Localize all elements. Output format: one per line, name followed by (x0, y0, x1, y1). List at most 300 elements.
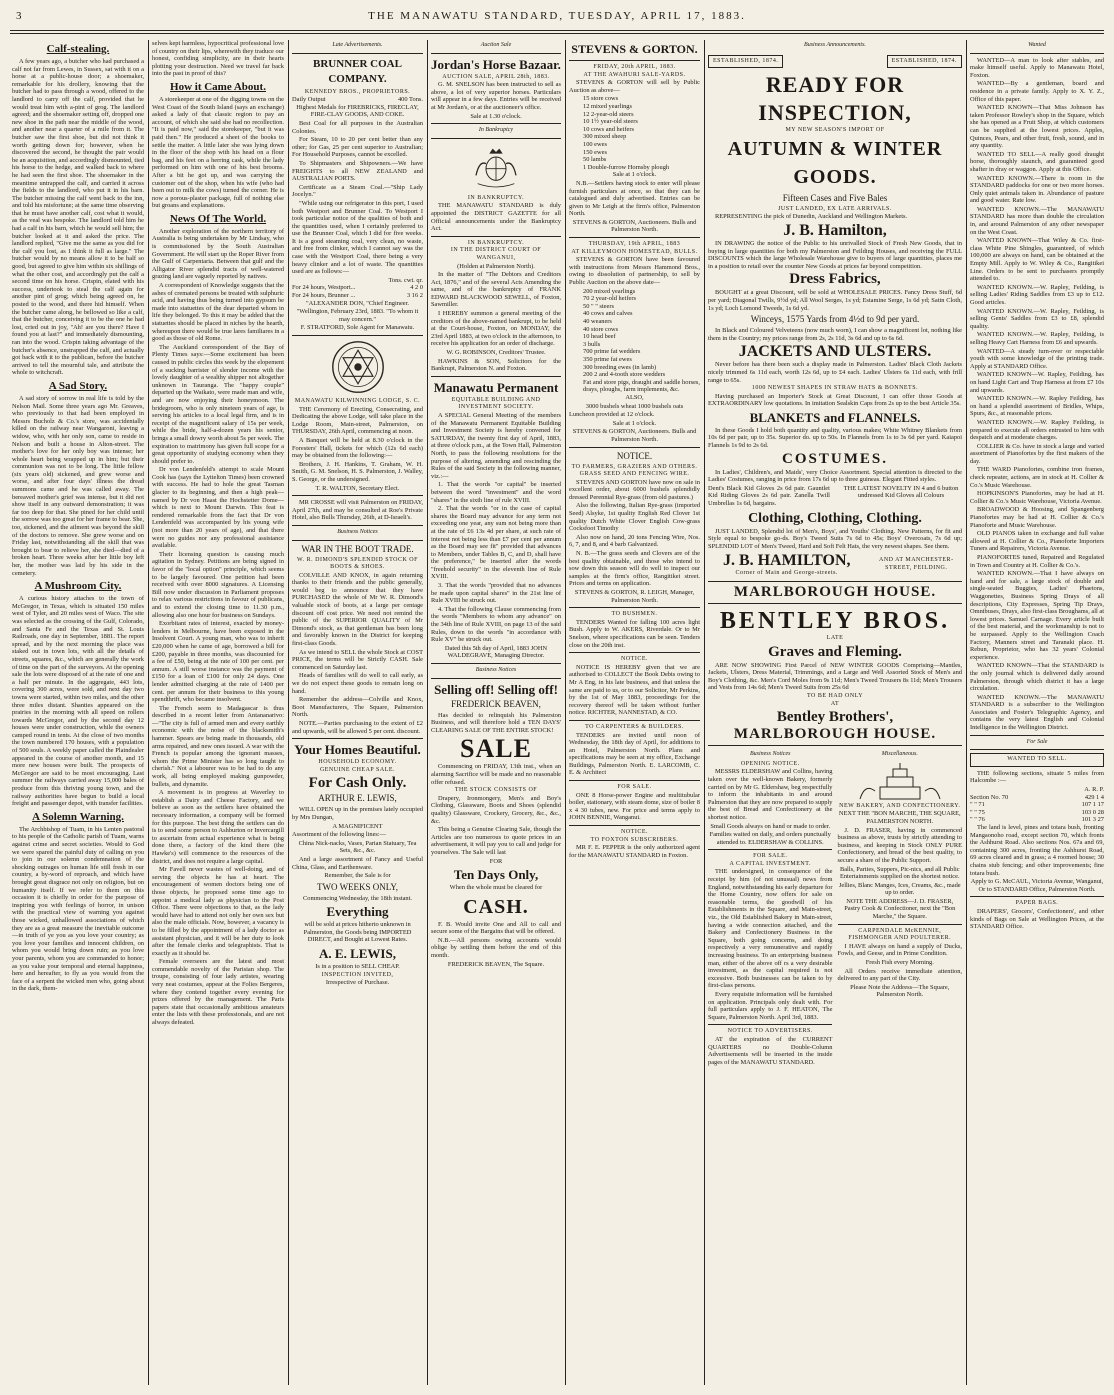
wanted-ad: WANTED KNOWN.—The MANAWATU STANDARD is a subscriber to the Wellington Associates and Foster's Telegraphic Agency, and contains the very latest English and Colonial Intelligence in the Wellington District. (970, 693, 1104, 732)
ad-heading-jackets: JACKETS AND ULSTERS. (738, 343, 932, 361)
wanted-ad: WANTED KNOWN.—W. Rapley, Feilding, is selling Heavy Cart Harness from £6 and upwards. (970, 331, 1104, 346)
ad-heading-new-bakery: NEW BAKERY, AND CONFECTIONERY. (839, 802, 961, 809)
column-6 (708, 40, 962, 1385)
ad-text: When the whole must be cleared for (449, 884, 543, 892)
sections-table (970, 786, 1104, 824)
ad-subheading: GENUINE CHEAP SALE. (319, 766, 396, 773)
ad-heading-for-sale: FOR SALE. (753, 853, 788, 860)
article-paragraph: The Auckland correspondent of the Bay of Plenty Times says:—Some excitement has been caused in public circles this week by the elopement of a sucking barrister of slender income with the lovely daughter of a wealthy shipper not altogether unknown in Tauranga. The "happy couple" departed up the Waikato, were made man and wife, and are now enjoying their honeymoon. The bridegroom, who is only nineteen years of age, is serving his articles to a local legal firm, and is in receipt of the magnificent salary of 15s per week, while the bride, half-a-dozen years his senior, brings a small dowry worth about 5s per week. The expiration to matrimony has given full scope for a great opportunity of studying economy when they should prefer to. (152, 343, 284, 465)
ad-text: ONE 8 Horse-power Engine and multitubular boiler, stationary, with steam dome, size of boiler 8 x 4 30 tubes, new. For price and terms apply to JOHN BENNIE, Wanganui. (569, 791, 700, 822)
tons-header-label: Tons. cwt. qr. (388, 276, 423, 284)
ad-heading-bankruptcy: IN BANKRUPTCY. (467, 239, 525, 246)
section-label: Business Announcements. (804, 42, 866, 48)
ad-text: THE undersigned, in consequence of the receipt by him (of not unusual) news from England, notwithstanding his early departure for the Home Country, now offers for sale on reasonable terms, the goodwill of his Establishments in the Square, and Main-street, viz., the Old Established Bakery in Main-street, having a wide connection attached, and the Bakery and Confectionery Business in the Square, both going concerns, and doing respectively a very remunerative and rapidly increasing business. To an enterprising business man, either of the above off rs a very desirable investment, as the capital required is not excessive. Both businesses can be taken to by first-class persons. (708, 868, 833, 990)
wanted-ad: WANTED—By a gentleman, board and residence in a private family. Apply to X. Y. Z., Office of this paper. (970, 80, 1104, 103)
wanted-ad: WANTED KNOWN—That Miss Johnson has taken Professor Rowley's shop in the Square, which she has opened as a Fruit Shop, at which customers can be supplied at the lowest prices. Apples, Quinces, Pears, and other fruit, fresh, sound, and in any quantity. (970, 104, 1104, 150)
ad-text: And a large assortment of Fancy and Useful China, Glass, and Earthenware. (292, 855, 423, 871)
list-item: 50 " " steers (583, 302, 614, 310)
gloves-row (708, 485, 962, 509)
tons-row (292, 284, 423, 292)
ad-text: REPRESENTING the pick of Dunedin, Auckland and Wellington Markets. (715, 213, 908, 221)
ad-text: I HEREBY summon a general meeting of the creditors of the above-named bankrupt, to be held at the Court-house, Foxton, on MONDAY, the 23rd April 1883, at two o'clock in the afternoon, to receive his application for an order of discharge. (431, 310, 561, 348)
ad-subheading: AT THE AWAHURI SALE-YARDS. (583, 71, 686, 78)
divider (708, 603, 962, 604)
ad-heading-bankruptcy: IN BANKRUPTCY. (467, 194, 525, 201)
ad-text: Never before has there been such a display made in Palmerston. Ladies' Black Cloth Jackets nicely trimmed 6s 11d each, worth 12s 6d, up to £4 each. Ladies' Ulsters 6s 11d each, with frill range to 65s. (708, 361, 962, 384)
article-heading-news-of-the-world: News Of The World. (169, 212, 267, 225)
article-paragraph: A movement is in progress at Waverley to establish a Dairy and Cheese Factory, and we believe as soon as the settlers have obtained the necessary information, a company will be formed for this purpose. The best thing the settlers can do is to send some person to Ashburton or Invercargill to ascertain from actual experience what is being done there, a factory of the kind there (the Hawke's) will commence to the resources of the district, and does not require a large capital. (152, 789, 284, 865)
ad-subheading: LATE (826, 635, 844, 641)
ad-name: J. B. Hamilton, (783, 221, 887, 239)
miscellaneous-column (838, 749, 962, 1000)
wanted-ad: WANTED KNOWN—That the STANDARD is the only journal which is delivered daily around Palmerston, through which district it has a large circulation. (970, 662, 1104, 693)
divider (292, 335, 423, 336)
business-notices-column (708, 749, 832, 1067)
wanted-ad: OLD PIANOS taken in exchange and full value allowed at H. Collier & Co., Pianoforte Importers Tuners and Repairers, Victoria Avenue. (970, 530, 1104, 553)
list-item: 40 weaners (583, 318, 612, 325)
ad-signature: Dated this 5th day of April, 1883 JOHN WALDEGRAVE, Managing Director. (444, 644, 548, 660)
ad-text: Every requisite information will be furnished on application. Principals only dealt with. For full particulars apply to J. F. HEATON, The Square, Palmerston North. April 3rd, 1883. (708, 990, 833, 1021)
ad-name: FREDERICK BEAVEN, (451, 698, 541, 709)
tons-row-value: 3 16 2 (407, 292, 423, 300)
article-paragraph: Exorbitant rates of interest, exacted by money-lenders in Melbourne, have been exposed in the Insolvent Court. A young man, who was to inherit £20,000 when he came of age, borrowed a bill for £200, payable in three months, was discounted for a fee of £50, being at the rate of 100 per cent. per annum. A still worse instance was the payment of £150 for a loan of £100 for only 24 days. One lender admitted charging at the rate of 1400 per cent. per annum for their business to this young spendthrift, who became insolvent. (152, 620, 284, 704)
ad-text: "Wellington, February 23rd, 1883. "To whom it may concern." (296, 308, 419, 323)
ad-text: A MAGNIFICENT (332, 822, 383, 830)
ad-address: AND AT MANCHESTER-STREET, FEILDING. (879, 557, 954, 571)
section-label: Business Notices (749, 751, 791, 758)
list-item: Fat and store pigs, draught and saddle horses, drays, ploughs, farm implements, &c. (583, 378, 700, 394)
wedding-cake-icon (845, 761, 955, 801)
article-heading-calf-stealing: Calf-stealing. (46, 43, 110, 55)
ad-heading-permanent: Manawatu Permanent (433, 379, 559, 395)
ad-text: Sale at 1 o'clock. (612, 419, 657, 427)
wanted-ad: WANTED KNOWN—That Wiley & Co. first-class White Pine Shingles, guaranteed, of which 100,000 are always on hand, can be obtained at the Empty Mill. Apply to W. Wiley & Co., Rangitikei Line. Orders to be sent to purchasers promptly attended to. (970, 237, 1104, 283)
ad-text: BOUGHT at a great Discount, will be sold at WHOLESALE PRICES. Fancy Dress Stuff, 6d per yard; Diagonal Twills, 9½d yd; All Wool Serges, 1s yd; Estamine Serge, 1s 6d yd; Satin Cloth, 1s yd; Loch Lomond Tweeds, 1s 6d yd. (708, 289, 962, 312)
ad-subheading: AUCTION SALE, APRIL 28th, 1883. (442, 73, 550, 80)
ad-text: For Steam, 10 to 20 per cent better than any other; for Gas, 25 per cent superior to Australian; For Household Purposes, cannot be excelled. (292, 136, 423, 159)
ad-heading-brunner: BRUNNER COAL COMPANY. (313, 57, 402, 85)
ad-signature: T. R. WALTON, Secretary Elect. (315, 484, 400, 492)
column-rule (148, 40, 149, 1385)
tons-row (292, 292, 423, 300)
divider (708, 1024, 832, 1025)
article-paragraph: A curious history attaches to the town of McGregor, in Texas, which is situated 150 miles west of Tyler, and 20 miles west of Waco. The site was selected as the crossing of the Gulf, Colorado, and Santa Fe and the Texas and St. Louis Railroads, one day in September, 1881. The report spread, and by the next morning the place was staked out in town lots, with all the details of streets, squares, &c., which are generally the work of time on the part of the surveyors. At the opening sale the lots were disposed of at the rate of one and a half per minute. In the aggregate, 443 lots, covering 300 acres, were sold, and next day two towns were started, within two miles, and the other three miles distant. Shanties appeared on the prairies in the morning with all speed on rollers towards McGregor, and by the second day 12 houses were under construction, while the owners camped round in tents. At the close of two months the town numbered 170 houses, with a population of 500 souls. A weekly paper called the Plaindealer appeared in the course of another month, and 15 more new houses were built. The prospects of McGregor are said to be most encouraging. Last summer the railways carried away 15,000 bales of produce from this thriving young town, and the railway authorities have begun to build a local freight and passenger depot, with transfer facilities. (12, 595, 144, 808)
list-item: 12 mixed yearlings (583, 102, 632, 110)
article-paragraph: Mr Favell never wastes of well-doing, and of serving the objects he has at heart. The encouragement of women doctors being one of those objects, he proposed some time ago to appoint a medical lady as physician to the Post Office. There were objections to that, as the lady would have had to attend not only her own sex but also the male officials. Now, however, a vacancy is to be filled by the appointment of a lady doctor as assistant physician, and it will be her duty to look after the female clerks and telegraphists. That is exactly as it should be. (152, 866, 284, 957)
ad-text: All Orders receive immediate attention, delivered to any part of the City. (837, 967, 962, 983)
ad-subheading: HOUSEHOLD ECONOMY. (318, 759, 397, 766)
column-2 (152, 40, 284, 1385)
column-rule (565, 40, 566, 1385)
section-label: Wanted (1028, 42, 1046, 48)
ad-text: Certificate as a Steam Coal.—"Ship Lady Jocelyn." (292, 183, 423, 199)
ad-text: Please Note the Address—The Square, Palmerston North. (850, 983, 950, 999)
ad-text: Sale at 1 o'clock. (612, 171, 657, 179)
ad-heading-opening: OPENING NOTICE. (740, 760, 800, 767)
ad-text: 3000 bushels wheat 1000 bushels oats (585, 402, 684, 410)
ad-text: Assortment of the following lines:— (292, 831, 387, 839)
divider (569, 720, 700, 721)
list-item: 150 ewes (583, 148, 607, 156)
ad-subheading: THE STOCK CONSISTS OF (454, 787, 538, 794)
divider (569, 652, 700, 653)
ad-text: In these Goods I hold both quantity and quality, various makes; White Whitney Blankets from 10s 6d per pair, up to 35s. Superior do. up to 50s. In Flannels from 1s to 3s 6d per yard. Kaiapoi Flannels 1s 9d to 2s 6d. (708, 426, 962, 450)
ad-heading-advertisers: NOTICE TO ADVERTISERS. (727, 1028, 813, 1035)
established-badge: ESTABLISHED, 1874. (887, 55, 962, 69)
ad-text: China Nick-nacks, Vases, Parian Statuary, Tea Sets, &c., &c. (298, 839, 417, 855)
ad-text: STEVENS & GORTON will sell by Public Auction as above— (569, 79, 700, 94)
ad-heading-marlborough: MARLBOROUGH HOUSE. (733, 726, 937, 743)
ad-text: NEXT THE "BON MARCHE, THE SQUARE, PALMERSTON NORTH. (838, 810, 961, 825)
ad-text: (Holden at Palmerston North). (457, 262, 535, 270)
divider (292, 540, 423, 541)
ad-heading-selling-off: Selling off! Selling off! (434, 681, 558, 697)
ad-subheading: EQUITABLE BUILDING AND INVESTMENT SOCIETY. (451, 396, 541, 411)
ad-text: Commencing Wednesday, the 18th instant. (303, 894, 412, 902)
article-paragraph: The Archbishop of Tuam, in his Lenten pastoral to his people of the Catholic parish of Tuam, warns against crime and secret societies. Would to God we were spared the painful duty of calling on you to join in our solemn condemnation of the shocking outrages on human life still fresh in our country, a by-word of reproach, and which have brought great disgrace not only on religion, but on humanity itself. If we refer to them on this occasion it is chiefly in order for the purpose of inspiring you with feelings of horror, in unison with the practical view of warning you against those wicked, unhallowed associations of which they are as a great measure the inevitable outcome—in truth of ye you as you love your country; as you love your families and innocent children, on whom you would bring down ruin; as you love your parents, whom you are commanded to honor; as you value your temporal and eternal happiness, here and hereafter, to fly as you would from the face of a serpent the wicked men who, going about in the dark, them- (12, 825, 144, 993)
ad-signature: STEVENS & GORTON, R. LEIGH, Manager, Palmerston North. (574, 589, 695, 604)
wanted-ad: PIANOFORTES tuned, Repaired and Regulated in Town and Country at H. Collier & Co.'s. (970, 554, 1104, 569)
column-4 (431, 40, 561, 1385)
ad-heading-sale: SALE (460, 734, 532, 764)
wanted-ad: BROADWOOD & Hoosing, and Spangenberg Pianofortes may be had at H. Collier & Co.'s Pianoforte and Music Warehouse. (970, 506, 1104, 529)
ad-text: TENDERS Wanted for falling 100 acres light Bush. Apply to W. AKERS, Riverdale. Or to Mr Snelson, where specifications can be seen. Tenders close on the 20th inst. (569, 618, 700, 649)
table-row (970, 794, 1104, 802)
divider (431, 123, 561, 124)
royal-coat-of-arms-icon (471, 142, 521, 192)
ad-heading-everything: Everything (326, 904, 389, 920)
tons-row-value: 4 2 0 (410, 284, 423, 292)
divider (708, 581, 962, 582)
table-row (970, 809, 1104, 817)
ad-heading-marlborough: MARLBOROUGH HOUSE. (733, 584, 937, 600)
ad-text: Remember the address—Colville and Knox, Boot Manufacturers, The Square, Palmerston North. (292, 696, 423, 719)
article-paragraph: A storekeeper at one of the digging towns on the West Coast of the South Island (says an exchange) asked a lady of that classic region to pay an account, of which she said she had no recollection. "It is paid now," said the storekeeper, "but it was paid then." He produced a sheet of the books to settle the matter. A little later she was lying down in the floor of the shop with his head on a flour bag, and his feet on a herring cask, while the lady performed on him with one of his best brooms. After a bit he got up, and was carrying the customer out of the shop, when his wife (who had been out to milk the cows) turned the corner. He is now a porous-plaster package, full of nothing else but groans and explanations. (152, 95, 284, 210)
list-item: 15 store cows (583, 95, 619, 103)
ad-text: A Banquet will be held at 8.30 o'clock in the Foresters' Hall, tickets for which (12s 6d each) may be obtained from the following:— (292, 436, 423, 460)
ad-text: Heads of families will do well to call early, as we do not expect these goods to remain long on hand. (292, 672, 423, 695)
column-rule (288, 40, 289, 1385)
ad-subheading: JUST LANDED, EX LATE ARRIVALS. (778, 205, 892, 212)
column-rule (966, 40, 967, 1385)
wanted-ad: WANTED KNOWN.—W. Rapley Feilding, is prepared to execute all orders entrusted to him with despatch and at moderate charges. (970, 418, 1104, 442)
table-cell: 103 0 28 (1081, 808, 1104, 816)
ad-text: INSPECTION INVITED, (321, 971, 394, 978)
list-item: 200 mixed yearlings (583, 287, 636, 295)
list-item: 200 2 and 4-tooth store wedders (583, 371, 666, 379)
ad-text: Has decided to relinquish his Palmerston Business, and will therefore hold a TEN DAYS' CLEARING SALE OF THE ENTIRE STOCK! (431, 711, 561, 734)
ad-text: NOTE THE ADDRESS—J. D. FRASER, Pastry Cook & Confectioner, next the "Bon Marche," the Square. (844, 897, 956, 921)
ad-text: 4. That the following Clause commencing from the words "Members to whom any advance" on the 34th line of Rule XVIII, on page 13 of the said Rules, down to the words "in accordance with Rule XV" be struck out. (431, 605, 561, 644)
article-paragraph: Female overseers are the latest and most commendable novelty of the Parisian shop. The troupe, consisting of four lady artistes, wearing very neat costumes, appear at the Folies Bergeres, where they contend together every evening for prizes offered by the management. The Paris papers state that occasionally ambitious amateurs enter the lists with these professionals, and are not always defeated. (152, 958, 284, 1027)
ad-heading-carpendale: CARPENDALE McKENNIE, (858, 927, 942, 934)
address-row (708, 551, 962, 578)
ad-text: WILL OPEN up in the premises lately occupied by Mrs Dungan, (292, 806, 423, 821)
table-cell: " " 71 (970, 801, 985, 809)
list-item: 3 bulls (583, 340, 601, 348)
ad-subheading: 1000 NEWEST SHAPES IN STRAW HATS & BONNETS. (751, 385, 919, 392)
section-label: Business Notices (337, 528, 378, 535)
ad-subheading: TO FARMERS, GRAZIERS AND OTHERS. (571, 463, 698, 470)
column-1 (12, 40, 144, 1385)
article-paragraph: A few years ago, a butcher who had purchased a calf not far from Lewes, in Sussex, sat with it on a horse at a public-house door; a shoemaker, remarkable for his drollery, knowing that the butcher had to pass through a wood, offered to the landlord to carry off the calf, provided that he would treat him with a-pint of grog. The landlord agreed; and the shoemaker setting off, dropped one new shoe in the path near the middle of the wood, and another near a quarter of a mile from it. The butcher saw the first shoe, but did not think it worth getting down for; however, when he discovered the second, he thought the pair would be an acquisition, and accordingly dismounted, tied his horse to the hedge, and walked back to where he had seen the first shoe. The shoemaker in the meantime untrapped the calf, and carried it across the fields to the landlord, who put it in his barn. The butcher missing the calf went back to the inn, and told his misfortune; at the same time observing that he must have another calf, cost what it would, as the veal was bespoke. The landlord told him he had a calf in his barn, which he would sell him; the butcher looked at it and asked the price. The landlord replied, "Give me the same as you did for the calf you lost, as I think it full as large." The butcher would by no means allow it to be half so good, but agreed to give him within six shillings of what the other cost, and accordingly put the calf a second time on his horse. Crispin, elated with his success, undertook to steal the calf again for another pint of grog; which being agreed on, he posted to the wood, and there hid himself. When the butcher came along, he bellowed so like a calf, that the butcher, conceiving it to be the one he had lost, cried out in joy, "Ah! are you there? Have I found you at last?" and immediately dismounting, ran into the wood. Crispin taking advantage of the butcher's absence, unstrapped the calf, and actually got back with it to the publican, before the butcher arrived to tell the mournful tale, and attribute the whole to witchcraft. (12, 58, 144, 377)
ad-text: will be sold at prices hitherto unknown in Palmerston, the Goods being IMPORTED DIRECT, and Bought at Lowest Rates. (303, 921, 412, 944)
table-cell: Section No. 70 (970, 793, 1009, 801)
ad-heading-graves: Graves and Fleming. (768, 643, 902, 660)
divider (292, 525, 423, 526)
output-label: Daily Output (292, 96, 326, 104)
ad-subheading: W. R. DIMOND'S SPLENDID STOCK OF BOOTS & SHOES. (297, 556, 418, 571)
ad-text: Apply to G. McCAUL, Victoria Avenue, Wanganui, Or to STANDARD Office, Palmerston North. (970, 878, 1104, 893)
ad-name: J. B. HAMILTON, (722, 552, 851, 570)
ad-heading-homes: Your Homes Beautiful. (294, 742, 421, 758)
list-item: 40 cows and calves (583, 310, 633, 318)
ad-heading-autumn: AUTUMN & WINTER GOODS. (727, 137, 943, 188)
ad-name: Bentley Brothers', (776, 709, 894, 726)
ad-heading-paper-bags: PAPER BAGS. (1015, 900, 1059, 907)
ad-text: Remember, the Sale is for (324, 872, 391, 880)
table-cell: " " 76 (970, 816, 985, 824)
ad-text: N.B.—All persons owing accounts would oblige by settling them before the end of this month. (431, 936, 561, 960)
ad-heading-wanted-to-sell: WANTED TO SELL. (970, 753, 1104, 767)
ad-subheading: TO FOXTON SUBSCRIBERS. (590, 836, 679, 843)
wanted-ad: WANTED KNOWN.—That I have always on hand and for sale, a large stock of double and single-seated Buggies, Ladies' Phaetons, Waggonettes, Business Spring Drays of all descriptions, City Expresses, Spring Tip Drays, Omnibuses, Drays, also first-class Broughams, all at lowest prices. Samuel Carnage. Every article built of the best material, and the workmanship is not to be surpassed. Apply to the Wellington Coach Factory, Manners street and Taranaki place. H. Rebun, Proprietor, who has 32 years' Colonial experience. (970, 570, 1104, 661)
ad-subheading: A CAPITAL INVESTMENT. (729, 860, 811, 867)
divider (569, 780, 700, 781)
ad-signature: STEVENS & GORTON, Auctioneers. Bulls and Palmerston North. (572, 428, 697, 443)
wanted-ad: WANTED KNOWN.—W. Rapley, Feilding, is selling Gents' Saddles from £3 to £8, splendid quality. (970, 307, 1104, 330)
ad-text: Drapery, Ironmongery, Men's and Boy's Clothing, Glassware, Boots and Shoes (splendid quality) Glassware, Crockery, Grocery, &c., &c., &c. (431, 794, 561, 825)
wanted-ad: WANTED KNOWN—W. Rapley, Feilding, has on hand Light Cart and Trap Harness at from £7 10s and upwards. (970, 371, 1104, 394)
ad-text: In Black and Coloured Velveteens (now much worn), I can show a magnificent lot, nothing like them in the Country; my prices range from 2s, 2s 11d, 3s 6d and up to 6s 6d. (708, 327, 962, 342)
ad-heading-notice: NOTICE. (621, 656, 648, 663)
ad-subheading: IN THE DISTRICT COURT OF WANGANUI, (450, 247, 542, 261)
ad-subheading: TO BE HAD ONLY (806, 692, 864, 699)
wanted-ad: WANTED—A man to look after stables, and make himself useful. Apply to Manawatu Hotel, Foxton. (970, 56, 1104, 79)
table-cell: 101 3 27 (1081, 816, 1104, 824)
ad-text: Commencing on FRIDAY, 13th inst., when an alarming Sacrifice will be made and no reasonable offer refused. (431, 763, 561, 786)
wanted-ad: WANTED KNOWN.—There is room in the STANDARD paddocks for one or two more horses. Only quiet animals taken in. Abundance of pasture and good water. Rate low. (970, 174, 1104, 205)
ad-text: Also the following, Italian Rye-grass (imported Seed) Alsyke, 1st quality English Red Clover 1st quality Dutch White Clover English Cow-grass Cocksfoot Timothy (569, 502, 700, 533)
list-item: 12 2-year-old steers (583, 110, 634, 118)
ad-name: ARTHUR E. LEWIS, (318, 793, 397, 804)
divider (569, 447, 700, 448)
ad-subheading: MY NEW SEASON'S IMPORT OF (785, 127, 885, 134)
ad-subheading: FISHMONGER AND POULTERER. (848, 935, 952, 942)
ad-emphasis: TWO WEEKS ONLY, (316, 881, 398, 892)
divider (431, 376, 561, 377)
ad-text: Small Goods always on hand or made to order. (710, 822, 831, 830)
top-rule-2 (10, 33, 1104, 34)
divider (569, 237, 700, 238)
divider (431, 53, 561, 54)
two-column-ads (708, 749, 962, 1067)
ad-text: IN DRAWING the notice of the Public to his unrivalled Stock of Fresh New Goods, that in buying in large quantities for both my Palmerston and Feilding Houses, and receiving the FULL DISCOUNTS which the large Wholesale Warehouse give to buyers of large quantities, places me in a position to retail over the counter New Goods at prices far beyond competition. (708, 239, 962, 270)
ad-heading-lodge: MANAWATU KILWINNING LODGE, S. C. (294, 398, 421, 404)
ad-date: FRIDAY, 20th APRIL, 1883. (593, 64, 676, 70)
article-paragraph: A sad story of sorrow in real life is told by the Nelson Mail. Some three years ago Mr. Greaves, who previously to that had been employed in Messrs Bucholz & Co.'s store, was accidentally killed on the railway near Wangaroni, leaving a widow, who, with her only son, came to reside in Nelson and built a house in Alton-street. The mother's love for her only boy was intense; her whole heart being wrapped up in him; but their communion was not to be long. The little fellow (six years old) sickened, and grew worse and worse, and after four days' illness the dread summons came and he was called away. The bereaved mother's grief was intense, but it did not show itself in any outward demonstration; it was far too deep for that. She pined for her child until the sorrow was too great for her frame to bear. She, too, sickened, and the ailment was beyond the skill of the doctors to remove. She grew worse and on Friday last, notwithstanding all the skill that was brought to bear to relieve her, she died—died of a broken heart. Three weeks after her little boy left her, the mother was laid by his side in the cemetery. (12, 394, 144, 577)
ad-text: In the matter of "The Debtors and Creditors Act, 1876," and of the several Acts Amending the same, and of the bankruptcy of FRANK EDWARD BLACKWOOD SEWELL, of Foxton, Sawmiller. (431, 271, 561, 309)
ad-heading-boot-trade: WAR IN THE BOOT TRADE. (301, 543, 414, 554)
ad-text: Jellies, Blanc Manges, Ices, Creams, &c., made up to order. (838, 881, 961, 897)
ad-text: MR CROSSE will visit Palmerston on FRIDAY, April 27th, and may be consulted at Roe's Private Hotel, also Bulls Thursday, 26th, at D-Israeli's. (292, 499, 423, 522)
tons-header (292, 277, 423, 285)
ad-text: STEVENS & GORTON have been favoured with instructions from Messrs Hammond Bros., owing to dissolution of partnership, to sell by Public Auction on the above date— (569, 256, 700, 287)
article-paragraph: A correspondent of Knowledge suggests that the ashes of cremated persons be treated with sulphuric acid, and having thus being turned into gypsum be made into statuettes of the dear departed whom in life they belonged. To this it may be added that the statuettes should be placed in niches by the hearth, whereupon there would be true lares familiares in a good as those of old Rome. (152, 282, 284, 343)
output-row (292, 96, 423, 104)
list-item: 300 mixed sheep (583, 133, 627, 141)
ad-text: NOTICE IS HEREBY given that we are authorised to COLLECT the Book Debts owing to Mr A Eng, in his late business, and that unless the same are paid to us, or to our Solicitor, Mr Perkins, by the 1st of May 1883, proceedings for the recovery thereof will be taken without further notice. RICHTER, NANNESTAD, & CO. (569, 663, 700, 717)
tons-row-label: For 24 hours, Westport... (292, 284, 356, 292)
ad-subheading: Fifteen Cases and Five Bales (782, 192, 888, 203)
ad-text: MR F. E. PEPPER is the only authorized agent for the MANAWATU STANDARD in Foxton. (569, 844, 700, 859)
ad-heading-bushmen: TO BUSHMEN. (611, 611, 658, 618)
ad-text: The land is level, pines and totara bush, fronting Mangaonoho road, except section 70, which fronts the Ashhurst Road. Also sections Nos. 67a and 69, containing 300 acres, fronting the Ashhurst Road, 69 acres cleared and in grass; a 4 roomed house; 30 chains stub fencing; and other improvements; fine totara bush. (970, 824, 1104, 877)
ad-text: Balls, Parties, Suppers, Pic-nics, and all Public Entertainments supplied on the shortest notice. (839, 865, 960, 881)
section-label: Miscellaneous. (881, 751, 918, 758)
ad-subheading: AT (830, 700, 840, 707)
section-label: Late Advertisements. (332, 42, 383, 48)
divider (970, 735, 1104, 736)
ad-date: THURSDAY, 19th APRIL, 1883 (588, 241, 681, 248)
list-item: 100 ewes (583, 140, 607, 148)
ad-text: Best Coal for all purposes in the Australian Colonies. (292, 119, 423, 135)
ad-text: Fresh Fish every Morning. (865, 959, 934, 967)
column-rule (427, 40, 428, 1385)
wanted-ad: HOPKINSON'S Pianofortes, may be had at H. Collier & Co.'s Music Warehouse, Victoria Avenue. (970, 490, 1104, 505)
column-rule (704, 40, 705, 1385)
page-number: 3 (16, 10, 24, 22)
divider (292, 738, 423, 739)
list-item: 700 prime fat wedders (583, 348, 641, 356)
article-heading-sad-story: A Sad Story. (48, 379, 108, 392)
ad-text: THE Ceremony of Erecting, Consecrating, and Dedicating the above Lodge, will take place in the Lodge Room, Main-street, Palmerston, on THURSDAY, 26th April, commencing at noon. (292, 405, 423, 436)
ad-text: STEVENS AND GORTON have now on sale in excellent order, about 6000 bushels splendidly dressed Perennial Rye-grass (from old pastures.) (569, 478, 700, 501)
ad-text: Brothers, J. H. Hankins, T. Graham, W. H. Smith, G. M. Snelson, H. S. Palmerston, J. Walley, S. George, or the undersigned. (292, 460, 423, 483)
ad-text: HAWKINS & SON, Solicitors for the Bankrupt, Palmerston N. and Foxton. (431, 357, 561, 373)
masonic-seal-icon (330, 339, 386, 395)
ad-heading-cash: For Cash Only. (308, 775, 407, 792)
table-row (970, 786, 1104, 794)
ad-text: As we intend to SELL the whole Stock at COST PRICE, the terms will be Strictly CASH. Sale commenced on Saturday last. (292, 648, 423, 671)
article-heading-mushroom-city: A Mushroom City. (34, 580, 122, 593)
divider (431, 236, 561, 237)
list-item: 40 store cows (583, 325, 619, 333)
ad-text: Irrespective of Purchase. (325, 979, 390, 987)
ad-text: N. B.—The grass seeds and Clovers are of the best quality obtainable, and those who intend to sow down this season will do well to inspect our samples at the firm's office, Rangitikei street. Prices and terms on application. (569, 550, 700, 588)
established-badge: ESTABLISHED, 1874. (708, 55, 783, 69)
ad-text: AT the expiration of the CURRENT QUARTERS no Double-Column Advertisements will be inserted in the inside pages of the MANAWATU STANDARD. (708, 1035, 833, 1066)
article-paragraph: Another exploration of the northern territory of Australia is being undertaken by Mr Lindsay, who is commissioned by the South Australian Government. He will start up the Roper River from the Gulf of Carpentaria. Between that gulf and the Alligator River splendid tracts of well-watered grazing land are vaguely reported by natives. (152, 227, 284, 281)
ad-text: 2. That the words "or in the case of capital shares the Board may advance for any term not exceeding one year, any sum not being more than at the rate of £6 13s 4d per share, at such rate of interest not being less than £7 per cent per annum as the Board may see fit" provided that advances to Members, under Tables B, C, and D, shall have the preference," be inserted after the words "freehold security" in the eleventh line of Rule XVIII. (431, 505, 561, 581)
wanted-ad: THE WARD Pianofortes, combine iron frames, check repeater, actions, are in stock at H. Collier & Co.'s Music Warehouse. (970, 466, 1104, 489)
ad-text: TENDERS are invited until noon of Wednesday, the 18th day of April, for additions to an Hotel, Palmerston North. Plans and specifications may be seen at my office, Exchange Buildings, Palmerston North. E. LARCOMB, C. E. & Architect (569, 731, 700, 777)
ad-text: A SPECIAL General Meeting of the members of the Manawatu Permanent Equitable Building and Investment Society is hereby convened for SATURDAY, the twenty first day of April, 1883, at three o'clock p.m., at the Town Hall, Palmerston North, to pass the following resolutions for the purpose of altering, amending and rescinding the Rules of the said Society in the following manner, viz.:— (431, 412, 561, 480)
wanted-ad: WANTED—A steady turn-over or respectable youth with some knowledge of the printing trade. Apply at STANDARD Office. (970, 347, 1104, 370)
ad-signature: W. G. ROBINSON, Creditors' Trustee. (446, 349, 546, 357)
divider (431, 678, 561, 679)
ad-text: In Ladies', Children's, and Maids', very Choice Assortment. Special attention is directed to the Ladies' Costumes, ranging in price from 17s 6d up to three guineas. Elegant Fitted styles. (708, 468, 962, 484)
section-label: Auction Sale (480, 42, 512, 48)
divider (569, 60, 700, 61)
list-item: 70 2 year-old heifers (583, 295, 636, 303)
ad-text: F. STRATFORD, Sole Agent for Manawatu. (300, 324, 415, 332)
list-item: 10 1½ year-old steers (583, 118, 638, 126)
divider (431, 663, 561, 664)
divider (569, 825, 700, 826)
masthead (0, 10, 1114, 22)
column-3 (292, 40, 423, 1385)
ad-subheading: GRASS SEED AND FENCING WIRE. (579, 471, 690, 478)
column-5 (569, 40, 700, 1385)
table-cell: " " 75 (970, 808, 985, 816)
table-header: A. R. P. (1084, 786, 1104, 794)
ad-heading-stevens-gorton: STEVENS & GORTON. (571, 42, 698, 56)
ad-text: THE MANAWATU STANDARD is duly appointed the DISTRICT GAZETTE for all Official announcements under the Bankruptcy Act. (431, 202, 561, 233)
ad-subheading: KENNEDY BROS., PROPRIETORS. (304, 88, 411, 95)
article-paragraph: Dr von Lendenfeld's attempt to scale Mount Cook has (says the Lyttelton Times) been crowned with success. He had to hole the great Tasman glacier to its beginning, and then a high peak—named by Dr von Haast the Hochstetter Dome—which is next to Mount Darwin. This feat is rendered remarkable from the fact that Dr von Lendenfeld was accompanied by his young wife (not more than 20 years of age), and that there were no guides nor any professional assistance available. (152, 466, 284, 550)
ad-text: Highest Medals for FIREBRICKS, FIRECLAY, FIRE-CLAY GOODS, AND COKE. (296, 103, 419, 119)
ad-text: THE LATEST NOVELTY IN 4 and 6 button undressed Kid Gloves all Colours (843, 484, 959, 500)
ad-heading-cash: CASH. (463, 895, 529, 918)
article-paragraph: The French seem to Madagascar is thus described in a recent letter from Antananarivo:—"The city is full of armed men and every earthly economic with the noise of the blacksmith's hammer. Spears are being made in thousands, old arms repaired, and new ones issued. A war with the French is popular among the ignorant masses, whom the Prime Minister has so long taught to cherish." Not a labourer was to be had to do any work, all being employed making gunpowder, bullets, and dynamite. (152, 704, 284, 788)
list-item: 10 cows and heifers (583, 125, 634, 133)
ad-subheading: AT KILLEYMOON HOMESTEAD, BULLS. (571, 248, 698, 255)
list-item: 350 prime fat ewes (583, 355, 632, 363)
wanted-ad: WANTED KNOWN.—The MANAWATU STANDARD has more than double the circulation in, and around Palmerston of any other newspaper on the West Coast. (970, 205, 1104, 236)
ad-text: 3. That the words "provided that no advances be made upon capital shares" in the 21st line of Rule XVIII be struck out. (431, 582, 561, 605)
wanted-ad: WANTED KNOWN.—W. Rapley Feilding, has on hand a splendid assortment of Bridles, Whips, Spurs, &c., at reasonable prices. (970, 395, 1104, 418)
list-item: 50 lambs (583, 156, 607, 164)
ad-text: Luncheon provided at 12 o'clock. (569, 411, 655, 419)
article-paragraph: Their licensing question is causing much agitation in Sydney. Petitions are being signed in favor of the "local option" principle, which seems to be largely favoured. One petition had been received with over 8000 signatures. A Licensing Bill now under discussion in Parliament proposes to relax various restrictions in favour of publicans, and to extend the closing time to 11.30 p.m., allowing also one hour for business on Sundays. (152, 550, 284, 619)
ad-text: Having purchased an Importer's Stock at Great Discount, I can offer those Goods at EXTRAORDINARY low quotations. In imitation Sealskin Caps from 2s up to the best Article 35s. (708, 392, 962, 408)
ad-text: I HAVE always on hand a supply of Ducks, Fowls, and Geese, and in Prime Condition. (837, 942, 962, 958)
stock-list (569, 288, 700, 394)
top-rule (10, 30, 1104, 31)
ad-heading-for-sale: FOR SALE. (617, 784, 652, 791)
wanted-ad: WANTED TO SELL—A really good draught horse, thoroughly staunch, and guaranteed good shafter in dray or waggon. Apply at this Office. (970, 150, 1104, 173)
ad-heading-bentley: BENTLEY BROS. (719, 608, 951, 634)
divider (708, 849, 832, 850)
ad-text: Sale at 1.30 o'clock. (470, 112, 522, 120)
ad-text: NOTE.—Parties purchasing to the extent of £2 and upwards, will be allowed 5 per cent. discount. (292, 719, 423, 735)
article-heading-how-it-came-about: How it Came About. (170, 80, 266, 93)
ad-text: Also now on hand, 20 tons Fencing Wire, Nos. 6, 7, and 8, and 4 barb Galvanized. (569, 533, 700, 549)
ad-text: FOR (489, 857, 503, 865)
divider (838, 924, 962, 925)
divider (569, 607, 700, 608)
ad-signature: STEVENS & GORTON, Auctioneers. Bulls and Palmerston North. (572, 218, 697, 234)
ad-heading-winceys: Winceys, 1575 Yards from 4½d to 9d per yard. (750, 314, 920, 325)
divider (970, 53, 1104, 54)
list-item: 300 breeding ewes (in lamb) (583, 363, 657, 371)
section-label: Business Notices (475, 667, 517, 673)
ad-heading-dress: Dress Fabrics, (789, 271, 881, 288)
ad-text: G. M. SNELSON has been instructed to sell as above, a lot of very superior horses. Particulars will appear in a few days. Entries will be received at Mr Jordan's, or at the auctioneer's office. (431, 81, 561, 111)
divider (431, 138, 561, 139)
ad-heading-notice: NOTICE. (616, 450, 653, 461)
tons-row-label: For 24 hours, Brunner ... (292, 292, 356, 300)
table-row (970, 816, 1104, 824)
ad-text: This being a Genuine Clearing Sale, though the Articles are too numerous to quote prices in an advertisement, it will pay you to call and judge for yourselves. The Sale will last (431, 826, 561, 856)
ad-heading-blankets: BLANKETS and FLANNELS. (749, 409, 921, 425)
ad-heading-ready: READY FOR INSPECTION, (758, 72, 912, 126)
ad-text: Families waited on daily, and orders punctually attended to. ELDERSHAW & COLLINS. (709, 831, 831, 846)
table-cell: 107 1 17 (1081, 801, 1104, 809)
ad-text: ARE NOW SHOWING First Parcel of NEW WINTER GOODS Comprising—Mantles, Jackets, Ulsters, Dress Material, Trimmings, and a Large and Well Assorted Stock of Men's and Boy's Clothing, &c. Men's Cord Moles from 9s 11d; Men's Tweed Trousers 8s 11d; Men's Trousers and Vests from 14s 6d; Men's Tweed Suits from 25s 6d (708, 661, 962, 692)
ad-heading-notice: NOTICE. (621, 829, 648, 836)
